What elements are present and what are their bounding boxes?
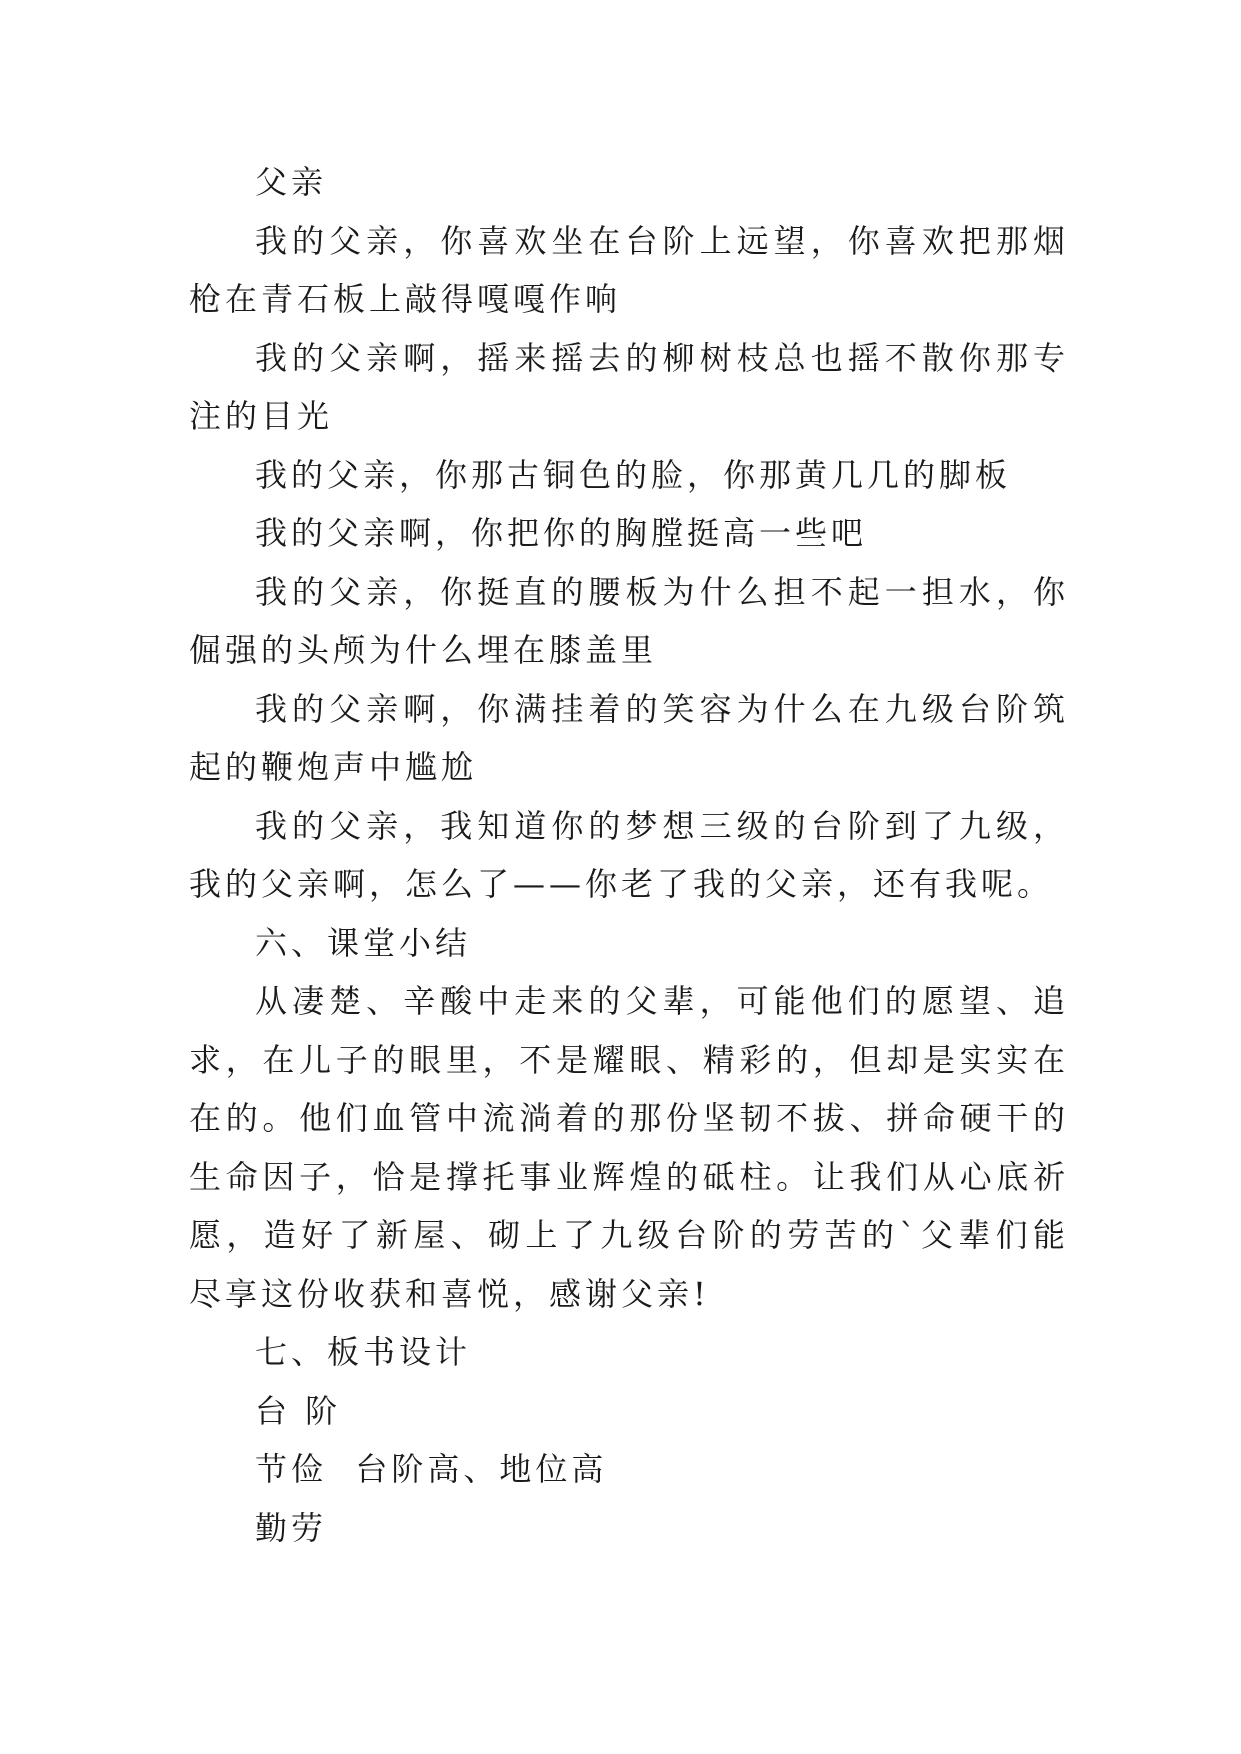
paragraph-poem-line-4: 我的父亲啊，你把你的胸膛挺高一些吧 bbox=[255, 514, 868, 552]
section-heading-board-design: 七、板书设计 bbox=[255, 1333, 472, 1371]
paragraph-summary: 从凄楚、辛酸中走来的父辈，可能他们的愿望、追求，在儿子的眼里，不是耀眼、精彩的，但却是实实在在的。他们血管中流淌着的那份坚韧不拔、拼命硬干的生命因子，恰是撑托事业辉煌的砥柱。让我们从心底祈愿，造好了新屋、砌上了九级台阶的劳苦的`父辈们能尽享这份收获和喜悦，感谢父亲! bbox=[189, 982, 1069, 1313]
paragraph-poem-line-6: 我的父亲啊，你满挂着的笑容为什么在九级台阶筑起的鞭炮声中尴尬 bbox=[189, 689, 1069, 786]
paragraph-poem-line-3: 我的父亲，你那古铜色的脸，你那黄几几的脚板 bbox=[255, 455, 1012, 494]
board-item-steps: 台 阶 bbox=[255, 1391, 342, 1430]
paragraph-poem-line-1: 我的父亲，你喜欢坐在台阶上远望，你喜欢把那烟枪在青石板上敲得嘎嘎作响 bbox=[189, 221, 1069, 318]
paragraph-poem-line-7: 我的父亲，我知道你的梦想三级的台阶到了九级，我的父亲啊，怎么了——你老了我的父亲，还有我呢。 bbox=[189, 806, 1069, 903]
board-item-frugal: 节俭 台阶高、地位高 bbox=[255, 1450, 608, 1488]
paragraph-title-father: 父亲 bbox=[255, 163, 328, 201]
document-body bbox=[189, 153, 1069, 1557]
board-item-diligent: 勤劳 bbox=[255, 1508, 328, 1547]
section-heading-summary: 六、课堂小结 bbox=[255, 923, 472, 962]
paragraph-poem-line-2: 我的父亲啊，摇来摇去的柳树枝总也摇不散你那专注的目光 bbox=[189, 338, 1069, 435]
paragraph-poem-line-5: 我的父亲，你挺直的腰板为什么担不起一担水，你倔强的头颅为什么埋在膝盖里 bbox=[189, 572, 1069, 669]
